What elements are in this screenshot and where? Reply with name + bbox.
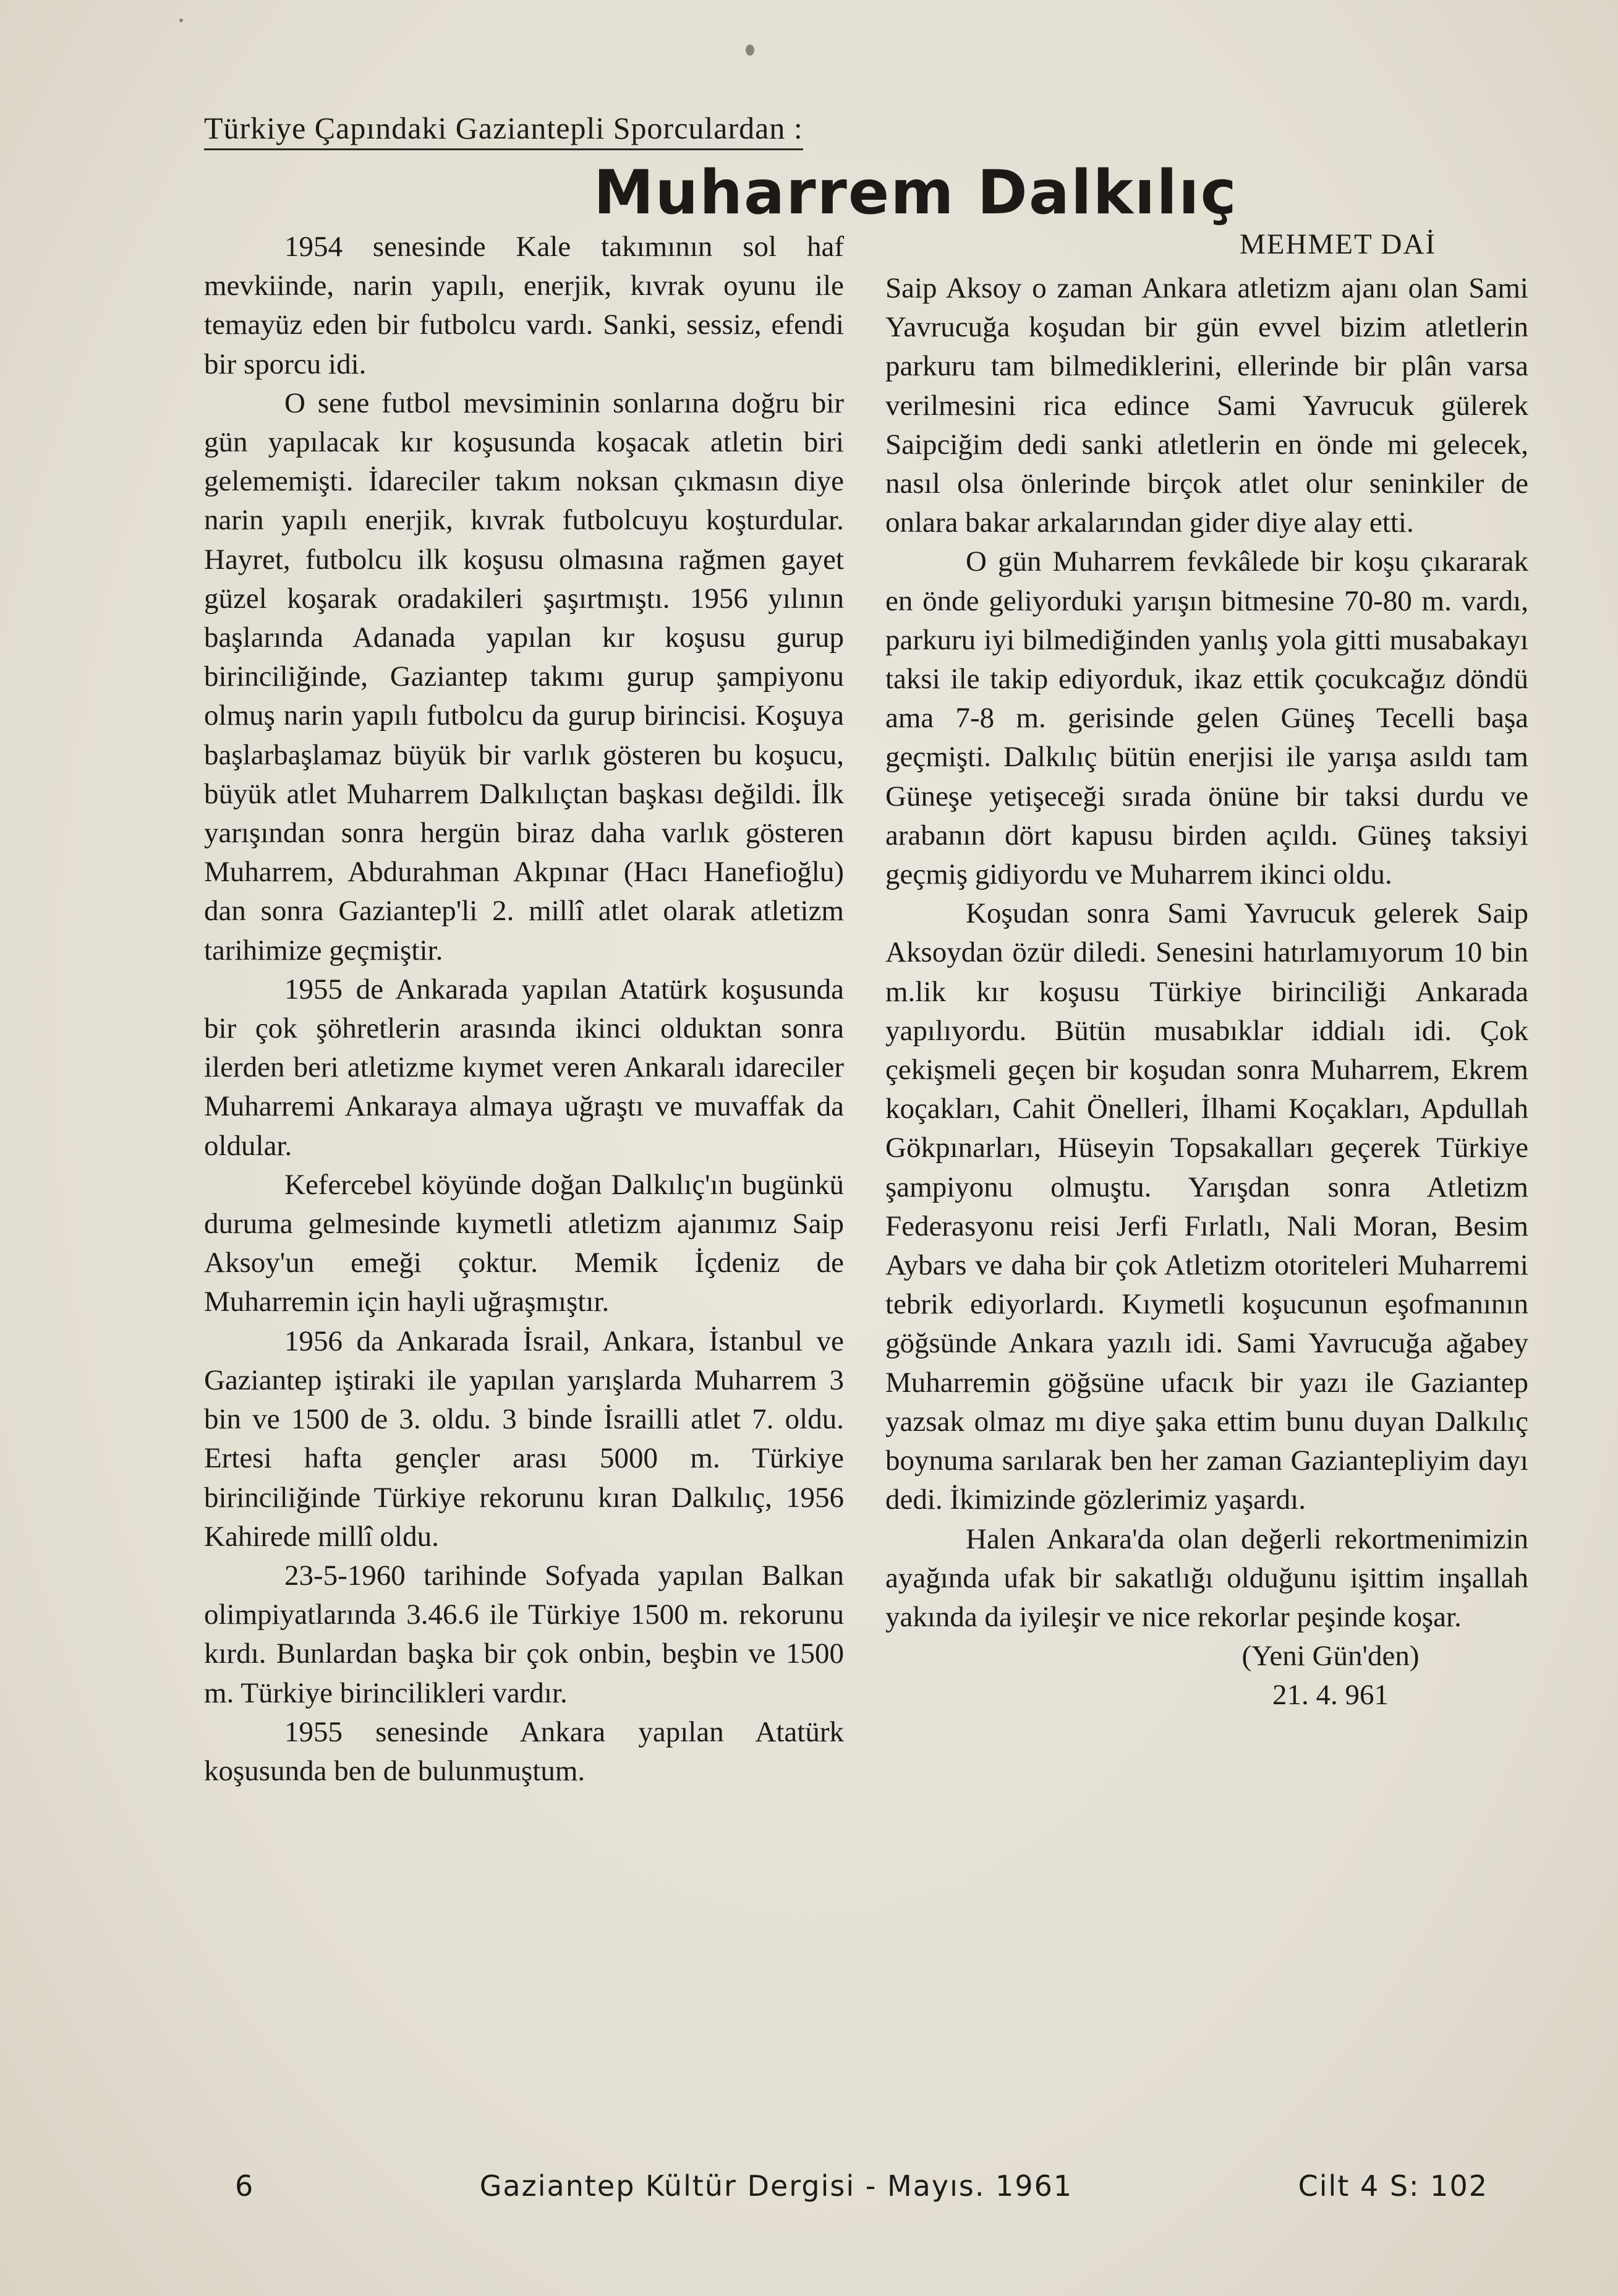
publication-name: Gaziantep Kültür Dergisi - Mayıs. 1961: [479, 2169, 1073, 2203]
paragraph: Halen Ankara'da olan değerli rekortmenimizin ayağında ufak bir sakatlığı olduğunu işittim inşallah yakında da iyileşir ve nice rekorlar peşinde koşar.: [885, 1522, 1528, 1633]
paragraph: 1956 da Ankarada İsrail, Ankara, İstanbul ve Gaziantep iştiraki ile yapılan yarışlarda Muharrem 3 bin ve 1500 de 3. oldu. 3 binde İsrailli atlet 7. oldu. Ertesi hafta gençler arası 5000 m. Türkiye birinciliğinde Türkiye rekorunu kıran Dalkılıç, 1956 Kahirede millî oldu.: [204, 1325, 844, 1553]
article-kicker: Türkiye Çapındaki Gaziantepli Sporculardan :: [204, 110, 803, 150]
volume-issue: Cilt 4 S: 102: [1298, 2169, 1488, 2203]
author-byline: MEHMET DAİ: [1240, 228, 1437, 260]
page-number: 6: [235, 2169, 255, 2203]
paragraph: 1955 de Ankarada yapılan Atatürk koşusunda bir çok şöhretlerin arasında ikinci olduktan sonra ilerden beri atletizme kıymet veren Ankaralı idareciler Muharremi Ankaraya almaya uğraştı ve muvaffak da oldular.: [204, 973, 844, 1162]
paragraph: Kefercebel köyünde doğan Dalkılıç'ın bugünkü duruma gelmesinde kıymetli atletizm ajanımız Saip Aksoy'un emeği çoktur. Memik İçdeniz de Muharremin için hayli uğraşmıştır.: [204, 1168, 844, 1318]
source-credit: (Yeni Gün'den): [1241, 1640, 1420, 1673]
paragraph: Saip Aksoy o zaman Ankara atletizm ajanı olan Sami Yavrucuğa koşudan bir gün evvel bizim atletlerin parkuru tam bilmediklerini, ellerinde bir plân varsa verilmesini rica edince Sami Yavrucuk gülerek Saipciğim dedi sanki atletlerin en önde mi gelecek, nasıl olsa önlerinde birçok atlet olur seninkiler de onlara bakar arkalarından gider diye alay etti.: [885, 272, 1528, 539]
page-footer: [235, 2169, 1488, 2203]
left-column: [204, 228, 844, 1791]
paragraph: O sene futbol mevsiminin sonlarına doğru bir gün yapılacak kır koşusunda koşacak atletin biri gelememişti. İdareciler takım noksan çıkmasın diye narin yapılı enerjik, kıvrak futbolcuyu koşturdular. Hayret, futbolcu ilk koşusu olmasına rağmen gayet güzel koşarak oradakileri şaşırtmıştı. 1956 yılının başlarında Adanada yapılan kır koşusu gurup birinciliğinde, Gaziantep takımı gurup şampiyonu olmuş narin yapılı futbolcu da gurup birincisi. Koşuya başlarbaşlamaz büyük bir varlık gösteren bu koşucu, büyük atlet Muharrem Dalkılıçtan başkası değildi. İlk yarışından sonra hergün biraz daha varlık gösteren Muharrem, Abdurahman Akpınar (Hacı Hanefioğlu) dan sonra Gaziantep'li 2. millî atlet olarak atletizm tarihimize geçmiştir.: [204, 386, 844, 967]
paragraph: 1954 senesinde Kale takımının sol haf mevkiinde, narin yapılı, enerjik, kıvrak oyunu ile temayüz eden bir futbolcu vardı. Sanki, sessiz, efendi bir sporcu idi.: [204, 231, 844, 380]
paragraph: 1955 senesinde Ankara yapılan Atatürk koşusunda ben de bulunmuştum.: [204, 1715, 844, 1787]
paragraph: O gün Muharrem fevkâlede bir koşu çıkararak en önde geliyorduki yarışın bitmesine 70-80 m. vardı, parkuru iyi bilmediğinden yanlış yola gitti musabakayı taksi ile takip ediyorduk, ikaz ettik çocukcağız döndü ama 7-8 m. gerisinde gelen Güneş Tecelli başa geçmişti. Dalkılıç bütün enerjisi ile yarışa asıldı tam Güneşe yetişeceği sırada önüne bir taksi durdu ve arabanın dört kapusu birden açıldı. Güneş taksiyi geçmiş gidiyordu ve Muharrem ikinci oldu.: [885, 545, 1528, 891]
paragraph: Koşudan sonra Sami Yavrucuk gelerek Saip Aksoydan özür diledi. Senesini hatırlamıyorum 10 bin m.lik kır koşusu Türkiye birinciliği Ankarada yapılıyordu. Bütün musabıklar iddialı idi. Çok çekişmeli geçen bir koşudan sonra Muharrem, Ekrem koçakları, Cahit Önelleri, İlhami Koçakları, Apdullah Gökpınarları, Hüseyin Topsakalları geçerek Türkiye şampiyonu olmuştu. Yarışdan sonra Atletizm Federasyonu reisi Jerfi Fırlatlı, Nali Moran, Besim Aybars ve daha bir çok Atletizm otoriteleri Muharremi tebrik ediyorlardı. Kıymetli koşucunun eşofmanının göğsünde Ankara yazılı idi. Sami Yavrucuğa ağabey Muharremin göğsüne ufacık bir yazı ile Gaziantep yazsak olmaz mı diye şaka ettim bunu duyan Dalkılıç boynuma sarılarak ben her zaman Gaziantepliyim dayı dedi. İkimizinde gözlerimiz yaşardı.: [885, 897, 1528, 1516]
right-column: [885, 269, 1528, 1715]
article-title: Muharrem Dalkılıç: [594, 158, 1238, 228]
print-speck: [746, 45, 754, 56]
paragraph: 23-5-1960 tarihinde Sofyada yapılan Balkan olimpiyatlarında 3.46.6 ile Türkiye 1500 m. rekorunu kırdı. Bunlardan başka bir çok onbin, beşbin ve 1500 m. Türkiye birincilikleri vardır.: [204, 1559, 844, 1709]
print-speck: [179, 19, 183, 22]
article-date: 21. 4. 961: [1272, 1679, 1389, 1712]
